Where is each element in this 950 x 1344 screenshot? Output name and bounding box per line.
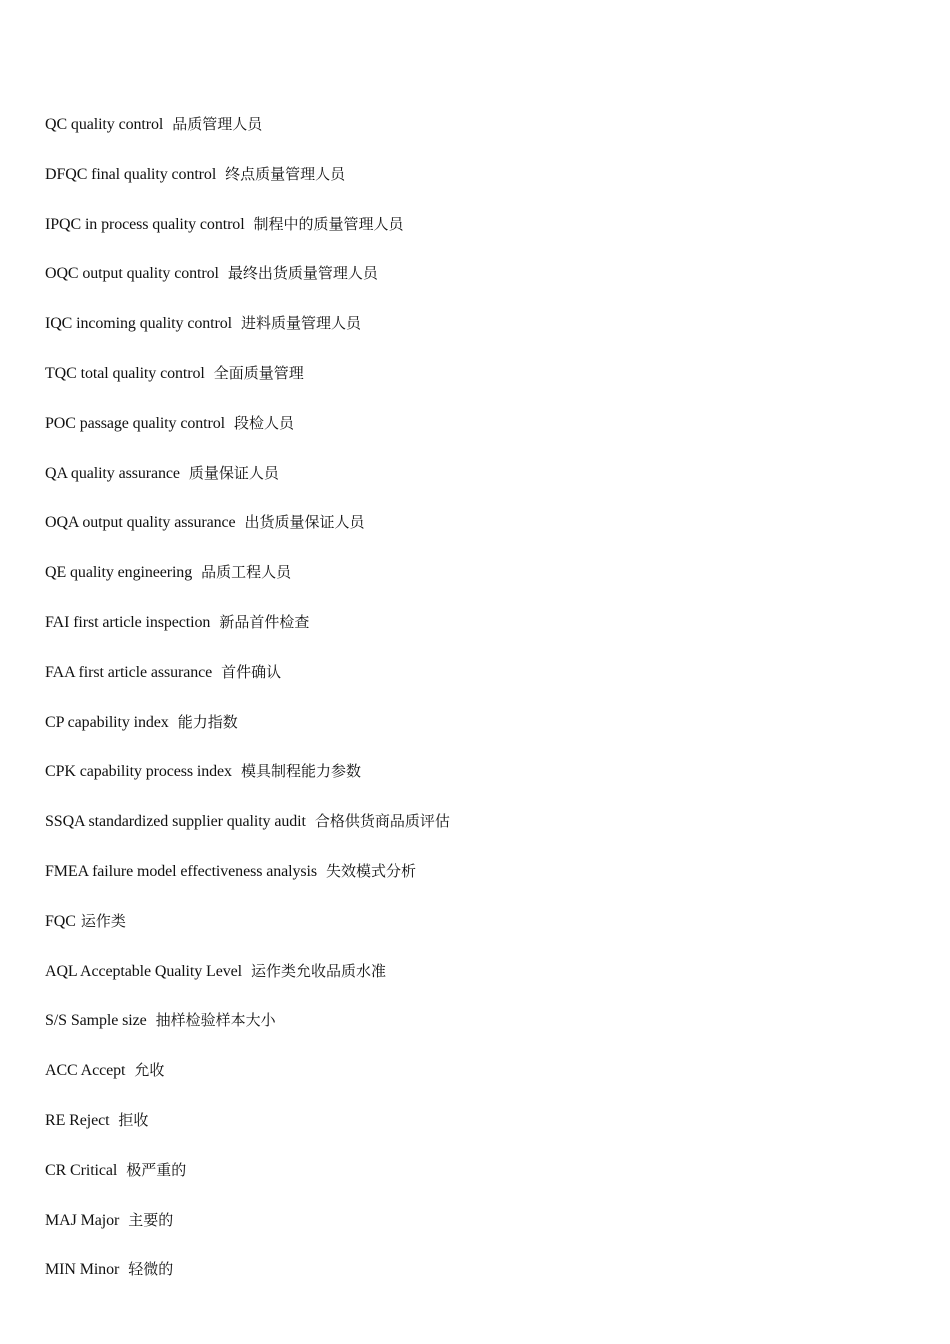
entry-term-zh: 首件确认: [221, 662, 282, 681]
entry-term-zh: 失效模式分析: [325, 861, 416, 880]
glossary-entry: [45, 859, 905, 909]
entry-term-zh: 允收: [134, 1061, 165, 1080]
glossary-entry: [45, 610, 905, 660]
entry-term-en: ACC Accept: [45, 1062, 126, 1080]
glossary-entry: [45, 660, 905, 710]
entry-term-en: QC quality control: [45, 116, 164, 133]
entry-term-en: MIN Minor: [45, 1261, 120, 1279]
entry-term-zh: 轻微的: [128, 1260, 174, 1279]
entry-term-zh: 运作类: [80, 911, 126, 930]
entry-term-en: CR Critical: [45, 1161, 118, 1179]
entry-term-zh: 品质管理人员: [172, 115, 263, 133]
glossary-entry: [45, 261, 905, 311]
glossary-entry: [45, 1257, 905, 1307]
entry-term-zh: 主要的: [128, 1210, 174, 1229]
glossary-entry: [45, 1108, 905, 1158]
glossary-entry: [45, 560, 905, 610]
entry-term-zh: 制程中的质量管理人员: [253, 214, 404, 233]
glossary-entry: [45, 112, 905, 162]
entry-term-en: RE Reject: [45, 1111, 110, 1129]
glossary-entry: [45, 909, 905, 959]
entry-term-zh: 全面质量管理: [213, 363, 304, 382]
entry-term-zh: 新品首件检查: [219, 612, 310, 631]
entry-term-zh: 最终出货质量管理人员: [227, 264, 378, 283]
entry-term-en: TQC total quality control: [45, 364, 205, 382]
glossary-entry: [45, 510, 905, 560]
glossary-entry: [45, 162, 905, 212]
glossary-entry: [45, 759, 905, 809]
entry-term-en: FAA first article assurance: [45, 663, 213, 681]
glossary-entry: [45, 1208, 905, 1258]
entry-term-zh: 终点质量管理人员: [225, 164, 346, 183]
entry-term-zh: 品质工程人员: [201, 563, 292, 582]
entry-term-en: QA quality assurance: [45, 464, 180, 482]
glossary-entry: [45, 959, 905, 1009]
entry-term-en: S/S Sample size: [45, 1012, 147, 1030]
entry-term-zh: 质量保证人员: [188, 463, 279, 482]
entry-term-zh: 进料质量管理人员: [240, 314, 361, 333]
entry-term-en: IQC incoming quality control: [45, 315, 232, 333]
glossary-entry: [45, 1158, 905, 1208]
entry-term-zh: 段检人员: [233, 413, 294, 432]
entry-term-zh: 能力指数: [177, 712, 238, 731]
glossary-entry: [45, 1008, 905, 1058]
entry-term-zh: 出货质量保证人员: [244, 513, 365, 532]
entry-term-en: FQC: [45, 912, 76, 930]
glossary-entry: [45, 411, 905, 461]
entry-term-en: CP capability index: [45, 713, 169, 731]
glossary-entry: [45, 311, 905, 361]
entry-term-en: QE quality engineering: [45, 564, 193, 582]
entry-term-en: FMEA failure model effectiveness analysis: [45, 862, 317, 880]
entry-term-zh: 拒收: [118, 1110, 149, 1129]
glossary-entry: [45, 710, 905, 760]
glossary-entry: [45, 461, 905, 511]
entry-term-en: AQL Acceptable Quality Level: [45, 962, 242, 980]
entry-term-en: FAI first article inspection: [45, 613, 211, 631]
entry-term-en: CPK capability process index: [45, 763, 232, 781]
entry-term-zh: 模具制程能力参数: [240, 762, 361, 781]
entry-term-en: MAJ Major: [45, 1211, 120, 1229]
glossary-entry: [45, 361, 905, 411]
glossary-entry: [45, 809, 905, 859]
entry-term-en: OQA output quality assurance: [45, 514, 236, 532]
entry-term-zh: 合格供货商品质评估: [314, 812, 450, 831]
entry-term-en: SSQA standardized supplier quality audit: [45, 813, 306, 831]
glossary-list: [45, 112, 905, 1307]
entry-term-zh: 抽样检验样本大小: [155, 1011, 276, 1030]
entry-term-en: IPQC in process quality control: [45, 215, 245, 233]
entry-term-en: POC passage quality control: [45, 414, 225, 432]
entry-term-zh: 极严重的: [126, 1160, 187, 1179]
entry-term-zh: 运作类允收品质水准: [250, 961, 386, 980]
glossary-entry: [45, 1058, 905, 1108]
entry-term-en: OQC output quality control: [45, 265, 219, 283]
entry-term-en: DFQC final quality control: [45, 165, 217, 183]
glossary-entry: [45, 212, 905, 262]
